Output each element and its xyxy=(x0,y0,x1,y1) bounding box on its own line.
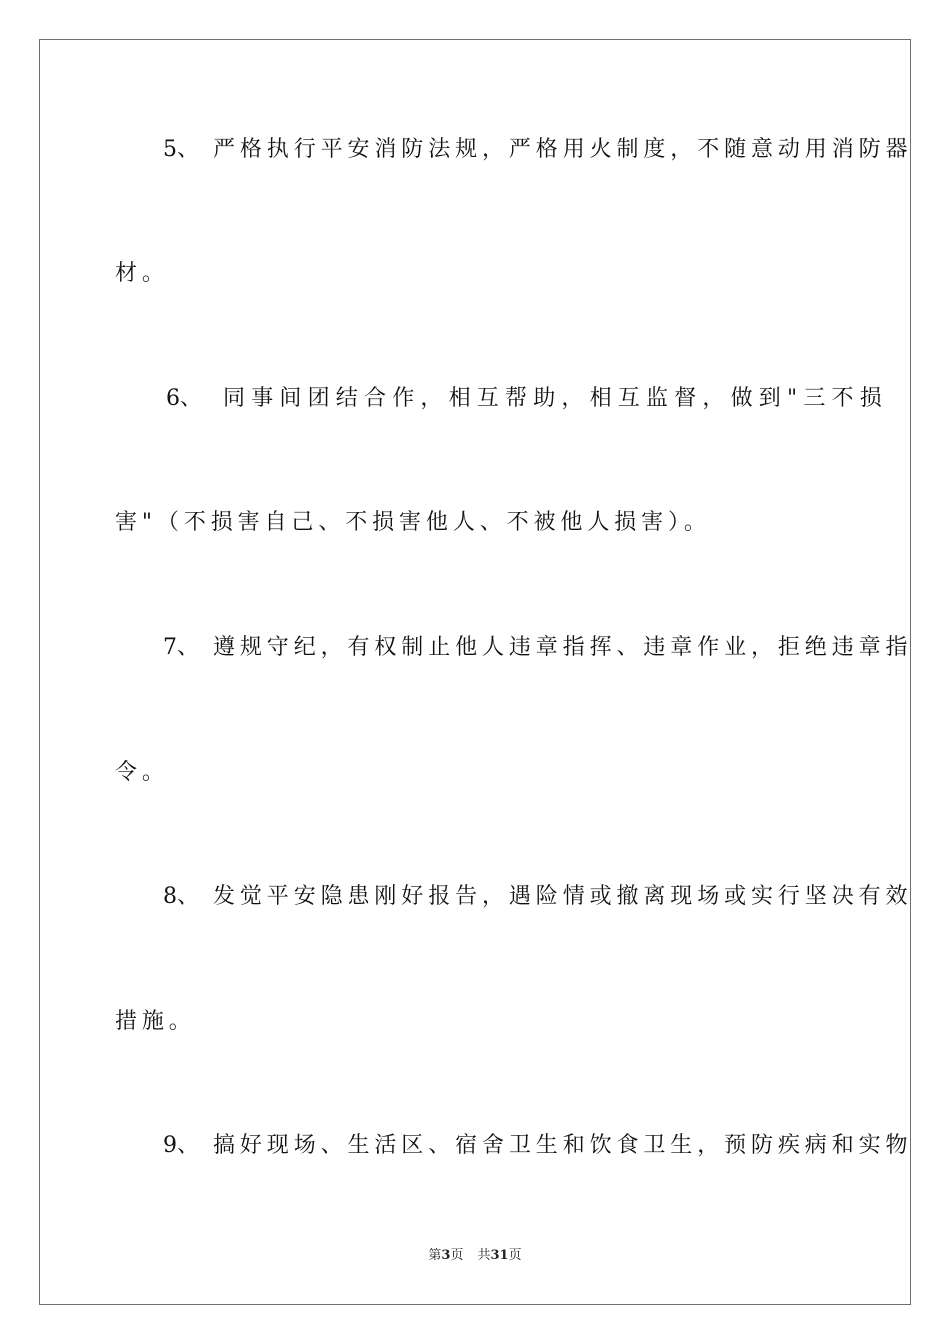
footer-page-prefix: 第 xyxy=(428,1248,442,1263)
footer-page-suffix: 页 xyxy=(450,1248,464,1263)
item-6-first-line xyxy=(166,384,888,414)
item-6-text: 同事间团结合作，相互帮助，相互监督，做到"三不损 xyxy=(223,386,888,411)
footer-total-prefix: 共 xyxy=(477,1248,491,1263)
item-5-number: 5、 xyxy=(163,137,199,162)
footer-total-pages: 31 xyxy=(490,1248,509,1263)
item-9-number: 9、 xyxy=(163,1133,199,1158)
item-5-first-line xyxy=(163,135,912,165)
item-5-text: 严格执行平安消防法规，严格用火制度，不随意动用消防器 xyxy=(213,137,913,162)
item-7-text: 遵规守纪，有权制止他人违章指挥、违章作业，拒绝违章指 xyxy=(213,635,913,660)
item-6-number: 6、 xyxy=(166,386,202,411)
item-7-first-line xyxy=(163,633,912,663)
item-8-number: 8、 xyxy=(163,884,199,909)
item-7-second-line: 令。 xyxy=(115,760,169,785)
item-6-second-line: 害"（不损害自己、不损害他人、不被他人损害）。 xyxy=(115,510,711,535)
item-5-second-line: 材。 xyxy=(115,261,169,286)
page-border xyxy=(39,39,911,1305)
page-footer xyxy=(0,1244,950,1263)
item-9-text: 搞好现场、生活区、宿舍卫生和饮食卫生，预防疾病和实物 xyxy=(213,1133,913,1158)
item-8-second-line: 措施。 xyxy=(115,1009,196,1034)
footer-total-suffix: 页 xyxy=(508,1248,522,1263)
item-8-text: 发觉平安隐患刚好报告，遇险情或撤离现场或实行坚决有效 xyxy=(213,884,913,909)
item-7-number: 7、 xyxy=(163,635,199,660)
footer-current-page: 3 xyxy=(441,1248,451,1263)
item-8-first-line xyxy=(163,882,912,912)
item-9-first-line xyxy=(163,1131,912,1161)
